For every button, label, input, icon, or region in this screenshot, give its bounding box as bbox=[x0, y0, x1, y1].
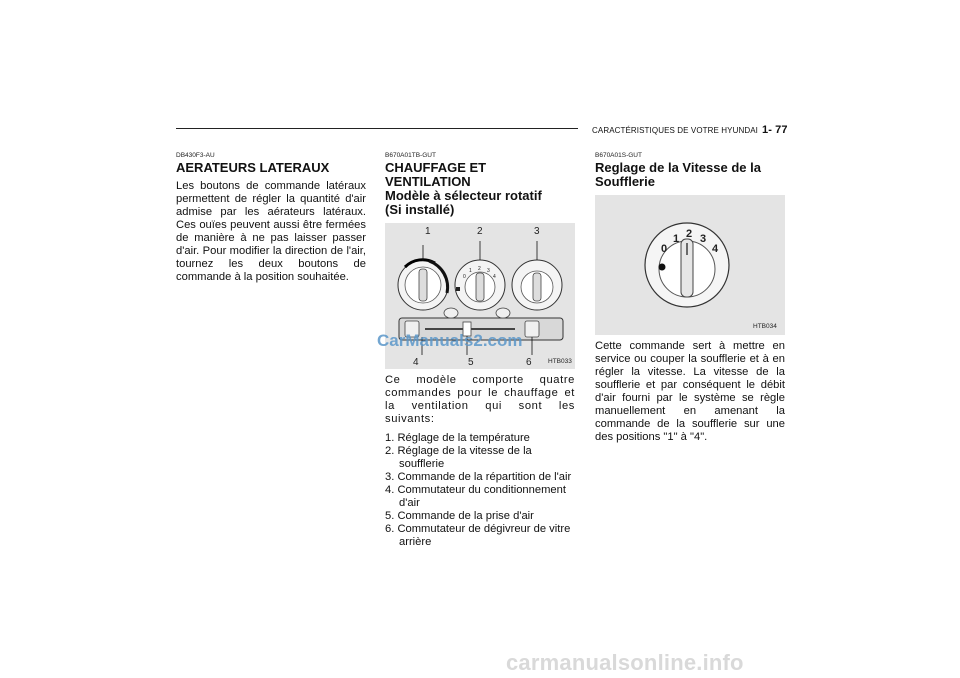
list-item: 3. Commande de la répartition de l'air bbox=[385, 471, 572, 483]
blower-knob-illustration bbox=[595, 195, 785, 335]
watermark-link[interactable]: CarManuals2.com bbox=[377, 331, 523, 350]
section-title bbox=[385, 161, 575, 217]
section-body: Les boutons de commande latéraux permettent de régler la quantité d'air admise par les aérateurs latéraux. Ces ouïes peuvent aussi être fermées de manière à ne pas laisser passer d'air. Pour modifier la direction de l'air, tournez les deux boutons de commande à la position souhaitée. bbox=[176, 180, 366, 283]
page-header bbox=[592, 124, 788, 136]
scale-0: 0 bbox=[661, 243, 668, 255]
figure-id: HTB033 bbox=[548, 358, 572, 365]
list-item: 6. Commutateur de dégivreur de vitre arrière bbox=[385, 523, 571, 548]
callout-5: 5 bbox=[468, 357, 474, 368]
fan-icon bbox=[659, 264, 666, 271]
column-side-vents bbox=[176, 152, 366, 284]
title-line-3: (Si installé) bbox=[385, 202, 455, 217]
list-item: 5. Commande de la prise d'air bbox=[385, 510, 534, 522]
scale-2: 2 bbox=[686, 228, 693, 240]
fan-scale-2: 2 bbox=[478, 266, 481, 272]
footer-watermark: carmanualsonline.info bbox=[506, 650, 744, 675]
blower-knob-figure bbox=[595, 195, 785, 335]
list-item: 1. Réglage de la température bbox=[385, 432, 530, 444]
controls-list bbox=[385, 432, 575, 549]
column-blower-speed bbox=[595, 152, 785, 444]
fan-scale-0: 0 bbox=[463, 274, 466, 280]
header-rule bbox=[176, 128, 578, 129]
section-body: Cette commande sert à mettre en service ou couper la soufflerie et à en régler la vitesse. La vitesse de la soufflerie et par conséquent le débit d'air fourni par le système se règle manuellement en amenant la commande de la soufflerie sur une des positions "1" à "4". bbox=[595, 340, 785, 443]
callout-2: 2 bbox=[477, 226, 483, 237]
title-line-2: Modèle à sélecteur rotatif bbox=[385, 188, 542, 203]
intro-text: Ce modèle comporte quatre commandes pour le chauffage et la ventilation qui sont les suivants: bbox=[385, 374, 575, 425]
fan-scale-4: 4 bbox=[493, 274, 496, 280]
section-code: B670A01TB-GUT bbox=[385, 152, 436, 159]
figure-id: HTB034 bbox=[753, 323, 777, 330]
section-title: Reglage de la Vitesse de la Soufflerie bbox=[595, 160, 761, 189]
fan-scale-3: 3 bbox=[487, 268, 490, 274]
callout-4: 4 bbox=[413, 357, 419, 368]
section-code: DB430F3-AU bbox=[176, 152, 215, 159]
scale-1: 1 bbox=[673, 233, 680, 245]
callout-3: 3 bbox=[534, 226, 540, 237]
scale-4: 4 bbox=[712, 243, 719, 255]
fan-scale-1: 1 bbox=[469, 268, 472, 274]
section-title: AERATEURS LATERAUX bbox=[176, 160, 330, 175]
page-number: 1- 77 bbox=[762, 124, 788, 136]
list-item: 4. Commutateur du conditionnement d'air bbox=[385, 484, 566, 509]
callout-1: 1 bbox=[425, 226, 431, 237]
scale-3: 3 bbox=[700, 233, 707, 245]
header-section: CARACTÉRISTIQUES DE VOTRE HYUNDAI bbox=[592, 126, 758, 135]
title-line-1: CHAUFFAGE ET VENTILATION bbox=[385, 160, 487, 189]
callout-6: 6 bbox=[526, 357, 532, 368]
section-code: B670A01S-GUT bbox=[595, 152, 642, 159]
list-item: 2. Réglage de la vitesse de la soufflerie bbox=[385, 445, 532, 470]
